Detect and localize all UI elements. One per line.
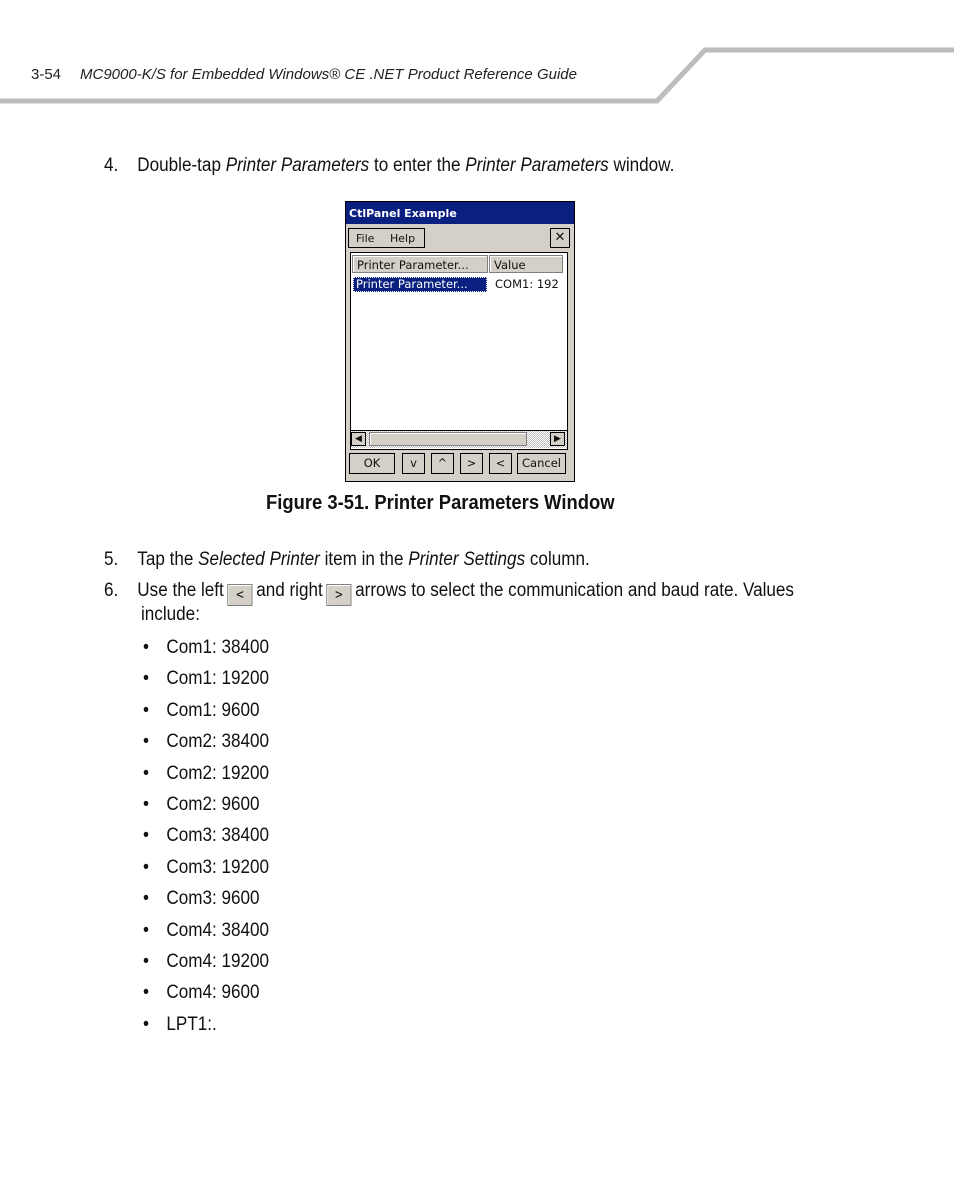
- menu-help[interactable]: Help: [390, 232, 416, 245]
- right-arrow-button-sample: >: [326, 584, 351, 606]
- selected-row-name[interactable]: Printer Parameter...: [353, 277, 487, 292]
- parameter-list[interactable]: [350, 252, 568, 450]
- list-item: • Com4: 38400: [143, 919, 270, 941]
- list-item: • Com1: 38400: [143, 637, 270, 658]
- scroll-thumb[interactable]: [369, 432, 527, 446]
- scroll-right-icon[interactable]: ▶: [550, 432, 565, 446]
- left-arrow-button-sample: <: [227, 584, 252, 606]
- step-6-continued: include:: [141, 604, 200, 625]
- list-item: • Com2: 19200: [143, 762, 270, 784]
- list-item: • Com3: 9600: [143, 888, 260, 910]
- right-button[interactable]: >: [460, 453, 483, 474]
- horizontal-scrollbar[interactable]: [351, 430, 567, 448]
- step-5: 5. Tap the Selected Printer item in the Printer Settings column.: [104, 549, 590, 570]
- window-title: CtlPanel Example: [346, 202, 574, 224]
- close-icon[interactable]: ✕: [550, 228, 570, 248]
- list-item: • Com3: 19200: [143, 856, 270, 878]
- header-band: [0, 0, 954, 110]
- list-item: • Com2: 38400: [143, 731, 270, 753]
- menu-file[interactable]: File: [356, 232, 375, 245]
- list-item: • Com3: 38400: [143, 825, 270, 847]
- ok-button[interactable]: OK: [349, 453, 395, 474]
- scroll-left-icon[interactable]: ◀: [351, 432, 366, 446]
- values-list: [143, 636, 283, 1044]
- list-item: • Com1: 9600: [143, 699, 260, 721]
- selected-row-value[interactable]: COM1: 192: [495, 277, 559, 291]
- down-button[interactable]: v: [402, 453, 425, 474]
- step-6: 6. Use the left < and right > arrows to select the communication and baud rate. Values: [104, 579, 794, 606]
- list-item: • Com4: 19200: [143, 950, 270, 972]
- list-item: • Com2: 9600: [143, 793, 260, 815]
- list-item: • Com1: 19200: [143, 668, 270, 690]
- cancel-button[interactable]: Cancel: [517, 453, 566, 474]
- column-header-parameter[interactable]: Printer Parameter...: [352, 255, 488, 273]
- guide-title: MC9000-K/S for Embedded Windows® CE .NET Product Reference Guide: [80, 66, 577, 83]
- page-number: 3-54: [31, 66, 62, 83]
- list-item: • Com4: 9600: [143, 982, 260, 1004]
- figure-caption: Figure 3-51. Printer Parameters Window: [266, 492, 615, 514]
- menu-bar: [348, 228, 425, 248]
- left-button[interactable]: <: [489, 453, 512, 474]
- step-4: 4. Double-tap Printer Parameters to enter the Printer Parameters window.: [104, 155, 675, 176]
- ctlpanel-window: [345, 201, 575, 482]
- column-header-value[interactable]: Value: [489, 255, 563, 273]
- up-button[interactable]: ^: [431, 453, 454, 474]
- list-item: • LPT1:.: [143, 1013, 217, 1035]
